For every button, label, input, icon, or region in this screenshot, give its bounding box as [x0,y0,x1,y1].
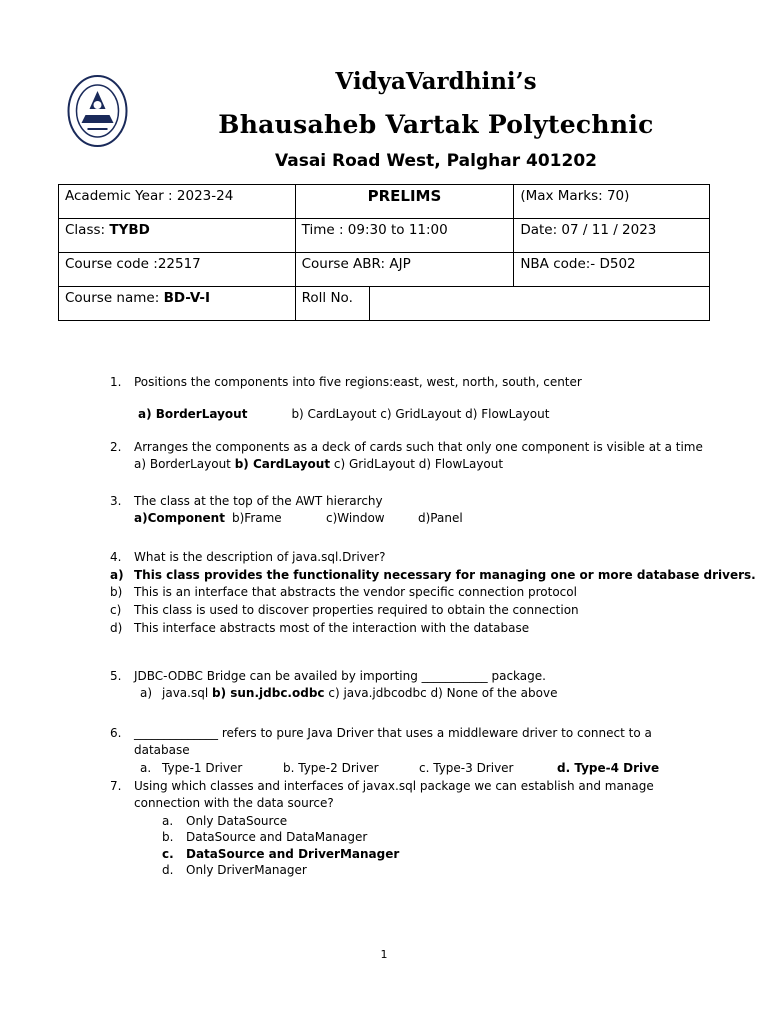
question-7-number: 7. [110,779,122,793]
question-5-options [162,685,557,702]
roll-no-label: Roll No. [295,287,369,321]
q5-option-a-label: a) [140,686,153,700]
q2-answer: b) CardLayout [234,457,331,471]
question-1-text: Positions the components into five regions:east, west, north, south, center [134,375,582,389]
q4-option-c-label: c) [110,603,122,617]
class-cell [59,219,296,253]
q7-answer: DataSource and DriverManager [186,847,400,861]
question-2-options [134,456,503,473]
question-4-number: 4. [110,550,122,564]
question-7-text-line1: Using which classes and interfaces of javax.sql package we can establish and manage [134,779,654,793]
q4-option-b: This is an interface that abstracts the vendor specific connection protocol [134,585,577,599]
q6-option-a-label: a. [140,761,152,775]
q7-option-d: Only DriverManager [186,863,307,877]
q2-other-options: c) GridLayout d) FlowLayout [330,457,504,471]
q4-option-a-label: a) [110,568,124,582]
question-6-number: 6. [110,726,122,740]
question-3-text: The class at the top of the AWT hierarchy [134,494,383,508]
question-3-number: 3. [110,494,122,508]
q3-option-b: b)Frame [232,511,282,525]
q7-option-b: DataSource and DataManager [186,830,368,844]
q3-option-d: d)Panel [418,511,463,525]
question-1-number: 1. [110,375,122,389]
q7-option-a: Only DataSource [186,814,288,828]
course-abr: Course ABR: AJP [295,253,514,287]
roll-no-field [369,287,709,321]
q6-answer: d. Type-4 Drive [557,761,660,775]
institute-address: Vasai Road West, Palghar 401202 [275,151,597,171]
question-1-options [138,406,549,423]
page-number: 1 [380,948,388,961]
question-5-text: JDBC-ODBC Bridge can be availed by importing ___________ package. [134,669,546,683]
course-name-value: BD-V-I [163,290,211,306]
nba-code: NBA code:- D502 [514,253,710,287]
exam-title: PRELIMS [295,185,514,219]
exam-info-table [58,184,710,321]
exam-time: Time : 09:30 to 11:00 [295,219,514,253]
q6-option-a: Type-1 Driver [162,761,243,775]
question-2-number: 2. [110,440,122,454]
q4-answer: This class provides the functionality necessary for managing one or more database drivers. [134,568,756,582]
q5-other-options: c) java.jdbcodbc d) None of the above [324,686,558,700]
q7-option-b-label: b. [162,830,174,844]
question-7-text-line2: connection with the data source? [134,796,334,810]
q1-answer: a) BorderLayout [138,407,248,421]
q6-option-b: b. Type-2 Driver [283,761,379,775]
q7-option-c-label: c. [162,847,174,861]
q3-answer: a)Component [134,511,225,525]
q6-option-c: c. Type-3 Driver [419,761,514,775]
q4-option-d: This interface abstracts most of the interaction with the database [134,621,530,635]
question-5-number: 5. [110,669,122,683]
question-6-text-line2: database [134,743,190,757]
question-6-text-line1: ______________ refers to pure Java Driver that uses a middleware driver to connect to a [134,726,652,740]
q7-option-d-label: d. [162,863,174,877]
academic-year: Academic Year : 2023-24 [59,185,296,219]
q5-option-a: java.sql [162,686,212,700]
question-2-text: Arranges the components as a deck of cards such that only one component is visible at a time [134,440,703,454]
q5-answer: b) sun.jdbc.odbc [211,686,325,700]
q3-option-c: c)Window [326,511,385,525]
class-value: TYBD [109,222,150,238]
q4-option-c: This class is used to discover properties required to obtain the connection [134,603,579,617]
max-marks: (Max Marks: 70) [514,185,710,219]
q4-option-d-label: d) [110,621,123,635]
q2-option-a: a) BorderLayout [134,457,235,471]
exam-date: Date: 07 / 11 / 2023 [514,219,710,253]
institute-name: Bhausaheb Vartak Polytechnic [218,110,654,139]
class-label: Class: [65,222,110,238]
course-code: Course code :22517 [59,253,296,287]
q1-other-options: b) CardLayout c) GridLayout d) FlowLayout [291,407,550,421]
q7-option-a-label: a. [162,814,174,828]
course-name-label: Course name: [65,290,164,306]
q4-option-b-label: b) [110,585,123,599]
institute-trust-name: VidyaVardhini’s [335,68,537,95]
question-4-text: What is the description of java.sql.Driver? [134,550,386,564]
course-name-cell [59,287,296,321]
